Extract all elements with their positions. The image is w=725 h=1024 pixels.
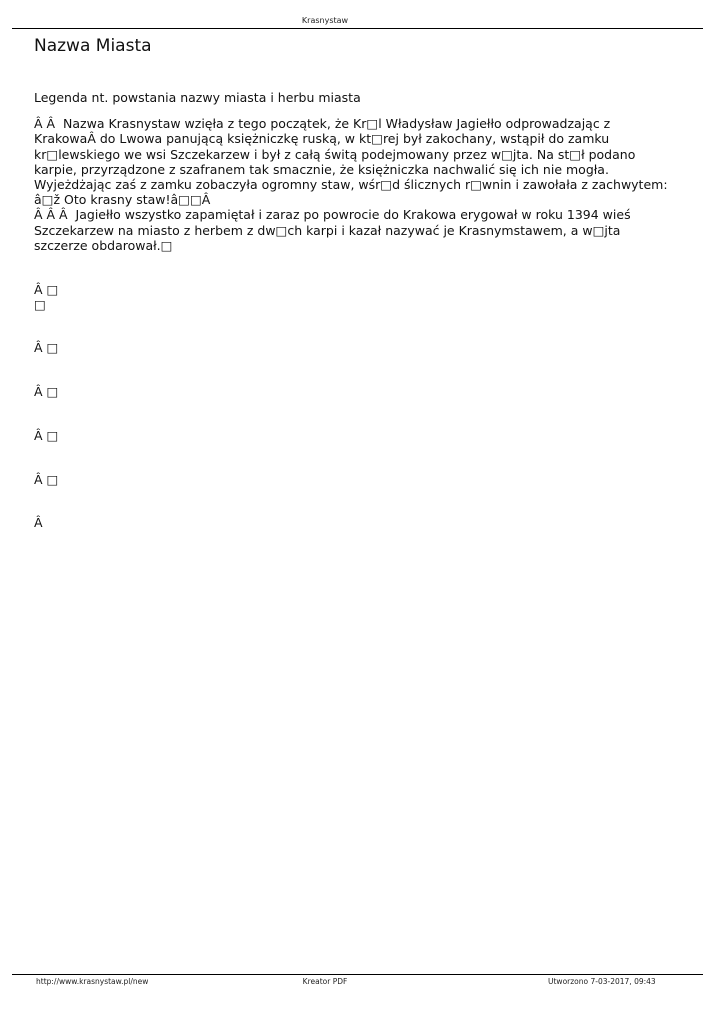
footer-url: http://www.krasnystaw.pl/new: [36, 977, 149, 986]
footer-created: Utworzono 7-03-2017, 09:43: [548, 977, 656, 986]
header-divider: [12, 28, 703, 29]
stray-line: Â □: [34, 472, 59, 487]
article-subtitle: Legenda nt. powstania nazwy miasta i herbu miasta: [34, 90, 361, 105]
stray-line: Â □: [34, 384, 59, 399]
stray-line: Â: [34, 515, 43, 530]
article-body: [34, 90, 674, 253]
page-title: Nazwa Miasta: [34, 36, 152, 56]
footer: [0, 977, 725, 989]
header-site-name: Krasnystaw: [301, 16, 349, 25]
article-paragraph: Â Â Nazwa Krasnystaw wzięła z tego początek, że Kr□l Władysław Jagiełło odprowadzając z KrakowaÂ do Lwowa panującą księżniczkę ruską, w kt□rej był zakochany, wstąpił do zamku kr□lewskiego we wsi Szczekarzew i był z całą świtą podejmowany przez w□jta. Na st□ł podano karpie, przyrządzone z szafranem tak smacznie, że księżniczka nachwalić się ich nie mogła. Wyjeżdżając zaś z zamku zobaczyła ogromny staw, wśr□d ślicznych r□wnin i zawołała z zachwytem: â□ž Oto krasny staw!â□□Â: [34, 116, 672, 208]
stray-line: □: [34, 297, 46, 312]
stray-line: Â □: [34, 340, 59, 355]
footer-divider: [12, 974, 703, 975]
stray-line: Â □: [34, 428, 59, 443]
article-paragraph: Â Â Â Jagiełło wszystko zapamiętał i zaraz po powrocie do Krakowa erygował w roku 1394 wieś Szczekarzew na miasto z herbem z dw□ch karpi i kazał nazywać je Krasnymstawem, a w□jta szczerze obdarował.□: [34, 207, 635, 253]
footer-generator: Kreator PDF: [302, 977, 348, 986]
stray-line: Â □: [34, 282, 59, 297]
